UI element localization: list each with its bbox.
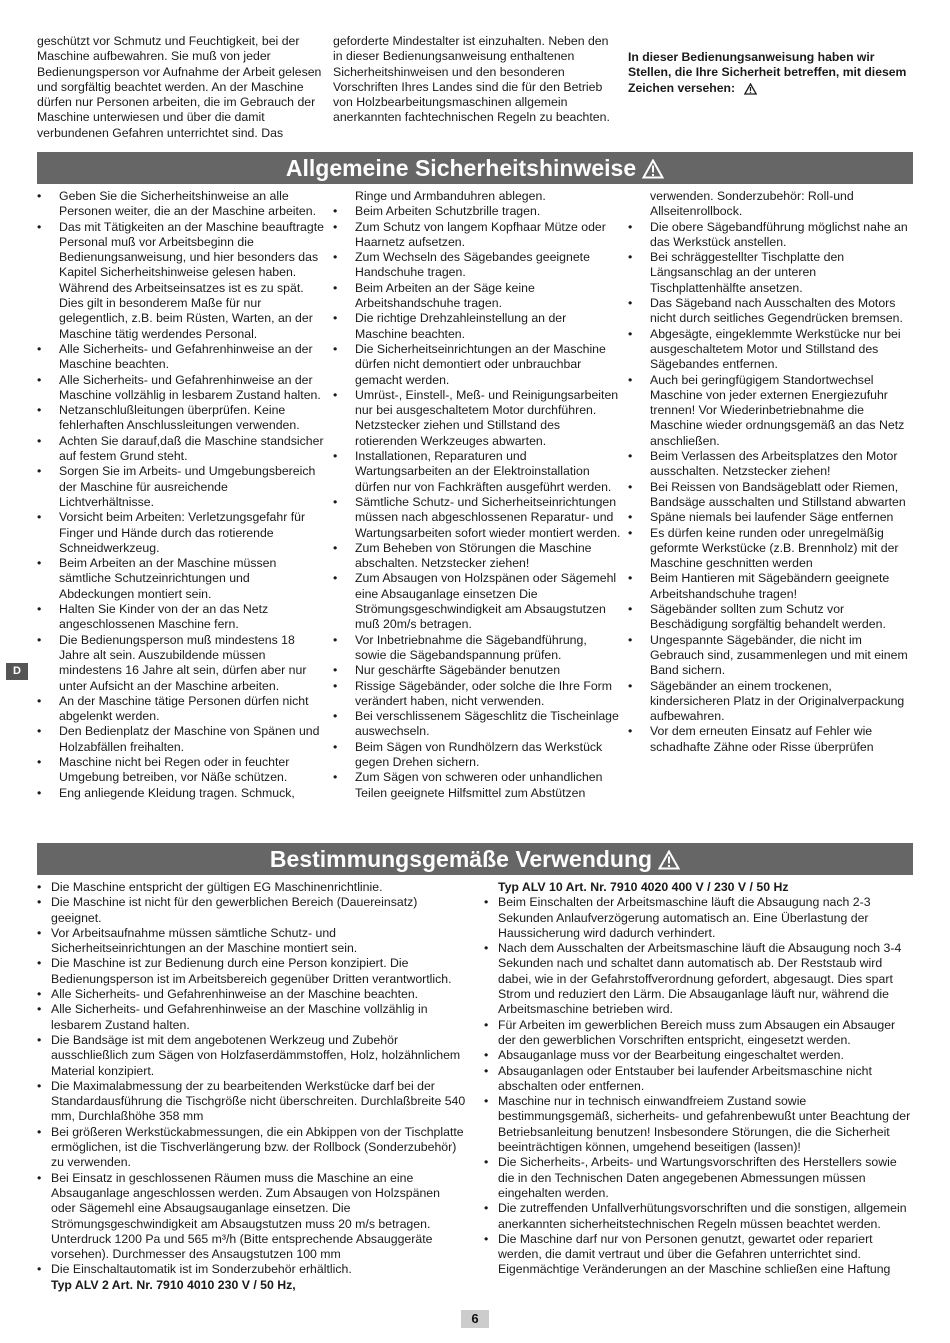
- list-item: • Die zutreffenden Unfallverhütungsvorschriften und die sonstigen, allgemein anerkannten sicherheitstechnischen Regeln müssen beachtet werden.: [484, 1201, 914, 1232]
- list-item: • Vorsicht beim Arbeiten: Verletzungsgefahr für Finger und Hände durch das rotierende Schneidwerkzeug.: [37, 510, 325, 556]
- list-item: • Achten Sie darauf,daß die Maschine standsicher auf festem Grund steht.: [37, 434, 325, 465]
- safety-list-2-continuation: Ringe und Armbanduhren ablegen.: [355, 189, 546, 203]
- list-item: • Die Sicherheits-, Arbeits- und Wartungsvorschriften des Herstellers sowie die in den Technischen Daten angegebenen Abmessungen müssen eingehalten werden.: [484, 1155, 914, 1201]
- list-item: • Beim Arbeiten Schutzbrille tragen.: [333, 204, 621, 219]
- page-number: 6: [461, 1310, 489, 1328]
- list-item: • Zum Beheben von Störungen die Maschine abschalten. Netzstecker ziehen!: [333, 541, 621, 572]
- intro-notice: [628, 50, 908, 96]
- intro-text-col1: geschützt vor Schmutz und Feuchtigkeit, bei der Maschine aufbewahren. Sie muß von jeder Bedienungsperson vor Aufnahme der Arbeit gelesen und sorgfältig beachtet werden. An der Maschine dürfen nur Personen arbeiten, die im Gebrauch der Maschine unterwiesen und über die damit verbundenen Gefahren unterrichtet sind. Das: [37, 34, 322, 140]
- list-item: • Die Einschaltautomatik ist im Sonderzubehör erhältlich.: [37, 1262, 467, 1277]
- language-tab: D: [6, 663, 28, 680]
- list-item: • Die Bandsäge ist mit dem angebotenen Werkzeug und Zubehör ausschließlich zum Sägen von Holzfaserdämmstoffen, Holz, holzähnlichem Material konzipiert.: [37, 1033, 467, 1079]
- type-alv10-line: Typ ALV 10 Art. Nr. 7910 4020 400 V / 230 V / 50 Hz: [498, 880, 789, 894]
- section-title-safety: Allgemeine Sicherheitshinweise: [285, 155, 637, 181]
- safety-list-3-continuation: verwenden. Sonderzubehör: Roll-und Allseitenrollbock.: [650, 189, 854, 219]
- type-alv2-line: Typ ALV 2 Art. Nr. 7910 4010 230 V / 50 Hz,: [51, 1277, 296, 1292]
- list-item: • Das Sägeband nach Ausschalten des Motors nicht durch seitliches Gegendrücken bremsen.: [628, 296, 914, 327]
- list-item: • Beim Verlassen des Arbeitsplatzes den Motor ausschalten. Netzstecker ziehen!: [628, 449, 914, 480]
- list-item: • Beim Arbeiten an der Säge keine Arbeitshandschuhe tragen.: [333, 281, 621, 312]
- list-item: • Alle Sicherheits- und Gefahrenhinweise an der Maschine vollzählig in lesbarem Zustand halten.: [37, 1002, 467, 1033]
- safety-list-2: [333, 204, 621, 801]
- list-item: • Eng anliegende Kleidung tragen. Schmuck,: [37, 786, 325, 801]
- list-item: • An der Maschine tätige Personen dürfen nicht abgelenkt werden.: [37, 694, 325, 725]
- list-item: • Bei verschlissenem Sägeschlitz die Tischeinlage auswechseln.: [333, 709, 621, 740]
- list-item: • Maschine nur in technisch einwandfreiem Zustand sowie bestimmungsgemäß, sicherheits- und gefahrenbewußt unter Beachtung der Betriebsanleitung benutzen! Insbesondere Störungen, die die Sicherheit beeinträchtigen können, umgehend beseitigen (lassen)!: [484, 1094, 914, 1155]
- list-item: • Die Maschine ist zur Bedienung durch eine Person konzipiert. Die Bedienungsperson ist im Arbeitsbereich gegenüber Dritten verantwortlich.: [37, 956, 467, 987]
- list-item: • Den Bedienplatz der Maschine von Spänen und Holzabfällen freihalten.: [37, 724, 325, 755]
- list-item: • Sägebänder sollten zum Schutz vor Beschädigung sorgfältig behandelt werden.: [628, 602, 914, 633]
- warning-triangle-icon: [658, 850, 680, 870]
- list-item: • Die Bedienungsperson muß mindestens 18 Jahre alt sein. Auszubildende müssen mindestens 16 Jahre alt sein, dürfen aber nur unter Aufsicht an der Maschine arbeiten.: [37, 633, 325, 694]
- list-item: • Absauganlage muss vor der Bearbeitung eingeschaltet werden.: [484, 1048, 914, 1063]
- list-item: • Halten Sie Kinder von der an das Netz angeschlossenen Maschine fern.: [37, 602, 325, 633]
- list-item: • Zum Absaugen von Holzspänen oder Sägemehl eine Absauganlage einsetzen Die Strömungsgeschwindigkeit am Absaugstutzen muß 20m/s betragen.: [333, 571, 621, 632]
- list-item: • Geben Sie die Sicherheitshinweise an alle Personen weiter, die an der Maschine arbeiten.: [37, 189, 325, 220]
- list-item: • Zum Sägen von schweren oder unhandlichen Teilen geeignete Hilfsmittel zum Abstützen: [333, 770, 621, 801]
- list-item: • Vor Inbetriebnahme die Sägebandführung, sowie die Sägebandspannung prüfen.: [333, 633, 621, 664]
- safety-list-3: [628, 220, 914, 755]
- list-item: • Für Arbeiten im gewerblichen Bereich muss zum Absaugen ein Absauger der den gewerblichen Vorschriften entspricht, eingesetzt werden.: [484, 1018, 914, 1049]
- list-item: • Beim Hantieren mit Sägebändern geeignete Arbeitshandschuhe tragen!: [628, 571, 914, 602]
- intended-use-column-1: [37, 880, 467, 1293]
- safety-column-3: [628, 189, 914, 755]
- list-item: • Alle Sicherheits- und Gefahrenhinweise an der Maschine beachten.: [37, 987, 467, 1002]
- list-item: • Die obere Sägebandführung möglichst nahe an das Werkstück anstellen.: [628, 220, 914, 251]
- list-item: • Die Maschine ist nicht für den gewerblichen Bereich (Dauereinsatz) geeignet.: [37, 895, 467, 926]
- list-item: • Alle Sicherheits- und Gefahrenhinweise an der Maschine vollzählig in lesbarem Zustand halten.: [37, 373, 325, 404]
- list-item: • Sämtliche Schutz- und Sicherheitseinrichtungen müssen nach abgeschlossenen Reparatur- und Wartungsarbeiten sofort wieder montiert werden.: [333, 495, 621, 541]
- list-item: • Auch bei geringfügigem Standortwechsel Maschine von jeder externen Energiezufuhr trennen! Vor Wiederinbetriebnahme die Maschine wieder ordnungsgemäß an das Netz anschließen.: [628, 373, 914, 449]
- list-item: • Zum Wechseln des Sägebandes geeignete Handschuhe tragen.: [333, 250, 621, 281]
- list-item: • Abgesägte, eingeklemmte Werkstücke nur bei ausgeschaltetem Motor und Stillstand des Sägebandes entfernen.: [628, 327, 914, 373]
- list-item: • Netzanschlußleitungen überprüfen. Keine fehlerhaften Anschlussleitungen verwenden.: [37, 403, 325, 434]
- list-item: • Zum Schutz von langem Kopfhaar Mütze oder Haarnetz aufsetzen.: [333, 220, 621, 251]
- list-item: • Bei größeren Werkstückabmessungen, die ein Abkippen von der Tischplatte ermöglichen, ist die Tischverlängerung bzw. der Rollbock (Sonderzubehör) zu verwenden.: [37, 1125, 467, 1171]
- list-item: • Bei Reissen von Bandsägeblatt oder Riemen, Bandsäge ausschalten und Stillstand abwarten: [628, 480, 914, 511]
- list-item: • Die richtige Drehzahleinstellung an der Maschine beachten.: [333, 311, 621, 342]
- section-banner-safety: [37, 152, 913, 184]
- list-item: • Ungespannte Sägebänder, die nicht im Gebrauch sind, zusammenlegen und mit einem Band sichern.: [628, 633, 914, 679]
- list-item: • Vor Arbeitsaufnahme müssen sämtliche Schutz- und Sicherheitseinrichtungen an der Maschine montiert sein.: [37, 926, 467, 957]
- list-item: • Die Sicherheitseinrichtungen an der Maschine dürfen nicht demontiert oder unbrauchbar gemacht werden.: [333, 342, 621, 388]
- list-item: • Maschine nicht bei Regen oder in feuchter Umgebung betreiben, vor Näße schützen.: [37, 755, 325, 786]
- list-item: • Installationen, Reparaturen und Wartungsarbeiten an der Elektroinstallation dürfen nur von Fachkräften ausgeführt werden.: [333, 449, 621, 495]
- section-title-intended-use: Bestimmungsgemäße Verwendung: [269, 846, 653, 872]
- safety-list-1: [37, 189, 325, 801]
- list-item: • Alle Sicherheits- und Gefahrenhinweise an der Maschine beachten.: [37, 342, 325, 373]
- list-item: • Es dürfen keine runden oder unregelmäßig geformte Werkstücke (z.B. Brennholz) mit der Maschine geschnitten werden: [628, 526, 914, 572]
- list-item: • Umrüst-, Einstell-, Meß- und Reinigungsarbeiten nur bei ausgeschaltetem Motor durchführen. Netzstecker ziehen und Stillstand des rotierenden Werkzeuges abwarten.: [333, 388, 621, 449]
- list-item: • Nur geschärfte Sägebänder benutzen: [333, 663, 621, 678]
- section-banner-intended-use: [37, 843, 913, 875]
- list-item: • Beim Arbeiten an der Maschine müssen sämtliche Schutzeinrichtungen und Abdeckungen montiert sein.: [37, 556, 325, 602]
- warning-triangle-icon: [642, 159, 664, 179]
- list-item: • Späne niemals bei laufender Säge entfernen: [628, 510, 914, 525]
- list-item: • Die Maximalabmessung der zu bearbeitenden Werkstücke darf bei der Standardausführung die Tischgröße nicht überschreiten. Durchlaßbreite 540 mm, Durchlaßhöhe 358 mm: [37, 1079, 467, 1125]
- intro-notice-text: In dieser Bedienungsanweisung haben wir Stellen, die Ihre Sicherheit betreffen, mit diesem Zeichen versehen:: [628, 50, 907, 95]
- list-item: • Rissige Sägebänder, oder solche die Ihre Form verändert haben, nicht verwenden.: [333, 679, 621, 710]
- list-item: • Bei schräggestellter Tischplatte den Längsanschlag an der unteren Tischplattenhälfte ansetzen.: [628, 250, 914, 296]
- intro-text-col2: geforderte Mindestalter ist einzuhalten. Neben den in dieser Bedienungsanweisung enthaltenen Sicherheitshinweisen und den besonderen Vorschriften Ihres Landes sind die für den Betrieb von Holzbearbeitungsmaschinen allgemein anerkannten fachtechnischen Regeln zu beachten.: [333, 34, 610, 125]
- list-item: • Bei Einsatz in geschlossenen Räumen muss die Maschine an eine Absauganlage angeschlossen werden. Zum Absaugen von Holzspänen oder Sägemehl eine Absaugsauganlage einsetzen. Die Strömungsgeschwindigkeit am Absaugstutzen muss 20 m/s betragen. Unterdruck 1200 Pa und 565 m³/h (Bitte entsprechende Absauggeräte vorsehen). Durchmesser des Ansaugstutzen 100 mm: [37, 1171, 467, 1263]
- list-item: • Vor dem erneuten Einsatz auf Fehler wie schadhafte Zähne oder Risse überprüfen: [628, 724, 914, 755]
- intended-use-list-1: [37, 880, 467, 1278]
- intended-use-column-2: [484, 880, 914, 1278]
- list-item: • Beim Sägen von Rundhölzern das Werkstück gegen Drehen sichern.: [333, 740, 621, 771]
- list-item: • Die Maschine entspricht der gültigen EG Maschinenrichtlinie.: [37, 880, 467, 895]
- list-item: • Beim Einschalten der Arbeitsmaschine läuft die Absaugung nach 2-3 Sekunden Anlaufverzögerung automatisch an. Eine Überlastung der Haussicherung wird dadurch verhindert.: [484, 895, 914, 941]
- list-item: • Absauganlagen oder Entstauber bei laufender Arbeitsmaschine nicht abschalten oder entfernen.: [484, 1064, 914, 1095]
- list-item: • Das mit Tätigkeiten an der Maschine beauftragte Personal muß vor Arbeitsbeginn die Bedienungsanweisung, und hier besonders das Kapitel Sicherheitshinweise gelesen haben. Während des Arbeitseinsatzes ist es zu spät. Dies gilt in besonderem Maße für nur gelegentlich, z.B. beim Rüsten, Warten, an der Maschine tätig werdendes Personal.: [37, 220, 325, 342]
- list-item: • Die Maschine darf nur von Personen genutzt, gewartet oder repariert werden, die damit vertraut und über die Gefahren unterrichtet sind. Eigenmächtige Veränderungen an der Maschine schließen eine Haftung: [484, 1232, 914, 1278]
- list-item: • Sorgen Sie im Arbeits- und Umgebungsbereich der Maschine für ausreichende Lichtverhältnisse.: [37, 464, 325, 510]
- warning-triangle-icon: [744, 83, 757, 95]
- list-item: • Sägebänder an einem trockenen, kindersicheren Platz in der Originalverpackung aufbewahren.: [628, 679, 914, 725]
- list-item: • Nach dem Ausschalten der Arbeitsmaschine läuft die Absaugung noch 3-4 Sekunden nach und schaltet dann automatisch ab. Der Reststaub wird dabei, wie in der Gefahrstoffverordnung gefordert, abgesaugt. Dies spart Strom und reduziert den Lärm. Die Absauganlage läuft nur, während die Arbeitsmaschine betrieben wird.: [484, 941, 914, 1017]
- safety-column-2: [333, 189, 621, 801]
- safety-column-1: [37, 189, 325, 801]
- intended-use-list-2: [484, 895, 914, 1277]
